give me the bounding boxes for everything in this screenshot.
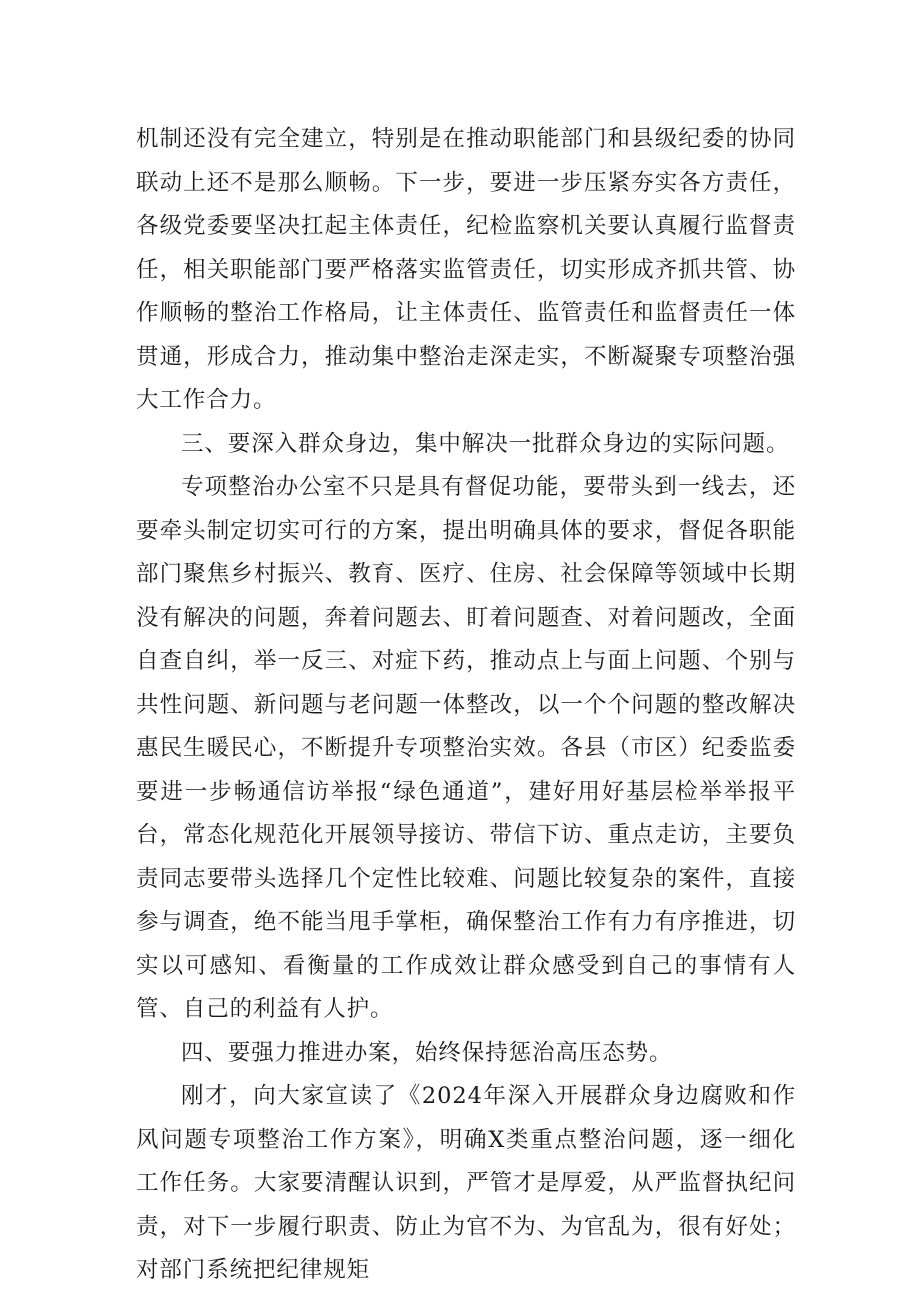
paragraph-section-three-body: 专项整治办公室不只是具有督促功能，要带头到一线去，还要牵头制定切实可行的方案，提出明确具体的要求，督促各职能部门聚焦乡村振兴、教育、医疗、住房、社会保障等领域中长期没有解决的问题，奔着问题去、盯着问题查、对着问题改，全面自查自纠，举一反三、对症下药，推动点上与面上问题、个别与共性问题、新问题与老问题一体整改，以一个个问题的整改解决惠民生暖民心，不断提升专项整治实效。各县（市区）纪委监委要进一步畅通信访举报“绿色通道”，建好用好基层检举举报平台，常态化规范化开展领导接访、带信下访、重点走访，主要负责同志要带头选择几个定性比较难、问题比较复杂的案件，直接参与调查，绝不能当甩手掌柜，确保整治工作有力有序推进，切实以可感知、看衡量的工作成效让群众感受到自己的事情有人管、自己的利益有人护。 [136, 474, 796, 1022]
paragraph-continuation: 机制还没有完全建立，特别是在推动职能部门和县级纪委的协同联动上还不是那么顺畅。下一步，要进一步压紧夯实各方责任，各级党委要坚决扛起主体责任，纪检监察机关要认真履行监督责任，相关职能部门要严格落实监管责任，切实形成齐抓共管、协作顺畅的整治工作格局，让主体责任、监管责任和监督责任一体贯通，形成合力，推动集中整治走深走实，不断凝聚专项整治强大工作合力。 [136, 126, 796, 413]
section-heading-four: 四、要强力推进办案，始终保持惩治高压态势。 [181, 1039, 673, 1066]
paragraph-section-four-body: 刚才，向大家宣读了《2024年深入开展群众身边腐败和作风问题专项整治工作方案》，明确X类重点整治问题，逐一细化工作任务。大家要清醒认识到，严管才是厚爱，从严监督执纪问责，对下一步履行职责、防止为官不为、为官乱为，很有好处；对部门系统把纪律规矩 [136, 1083, 796, 1283]
document-body [136, 118, 796, 1293]
section-heading-three: 三、要深入群众身边，集中解决一批群众身边的实际问题。 [181, 430, 790, 457]
